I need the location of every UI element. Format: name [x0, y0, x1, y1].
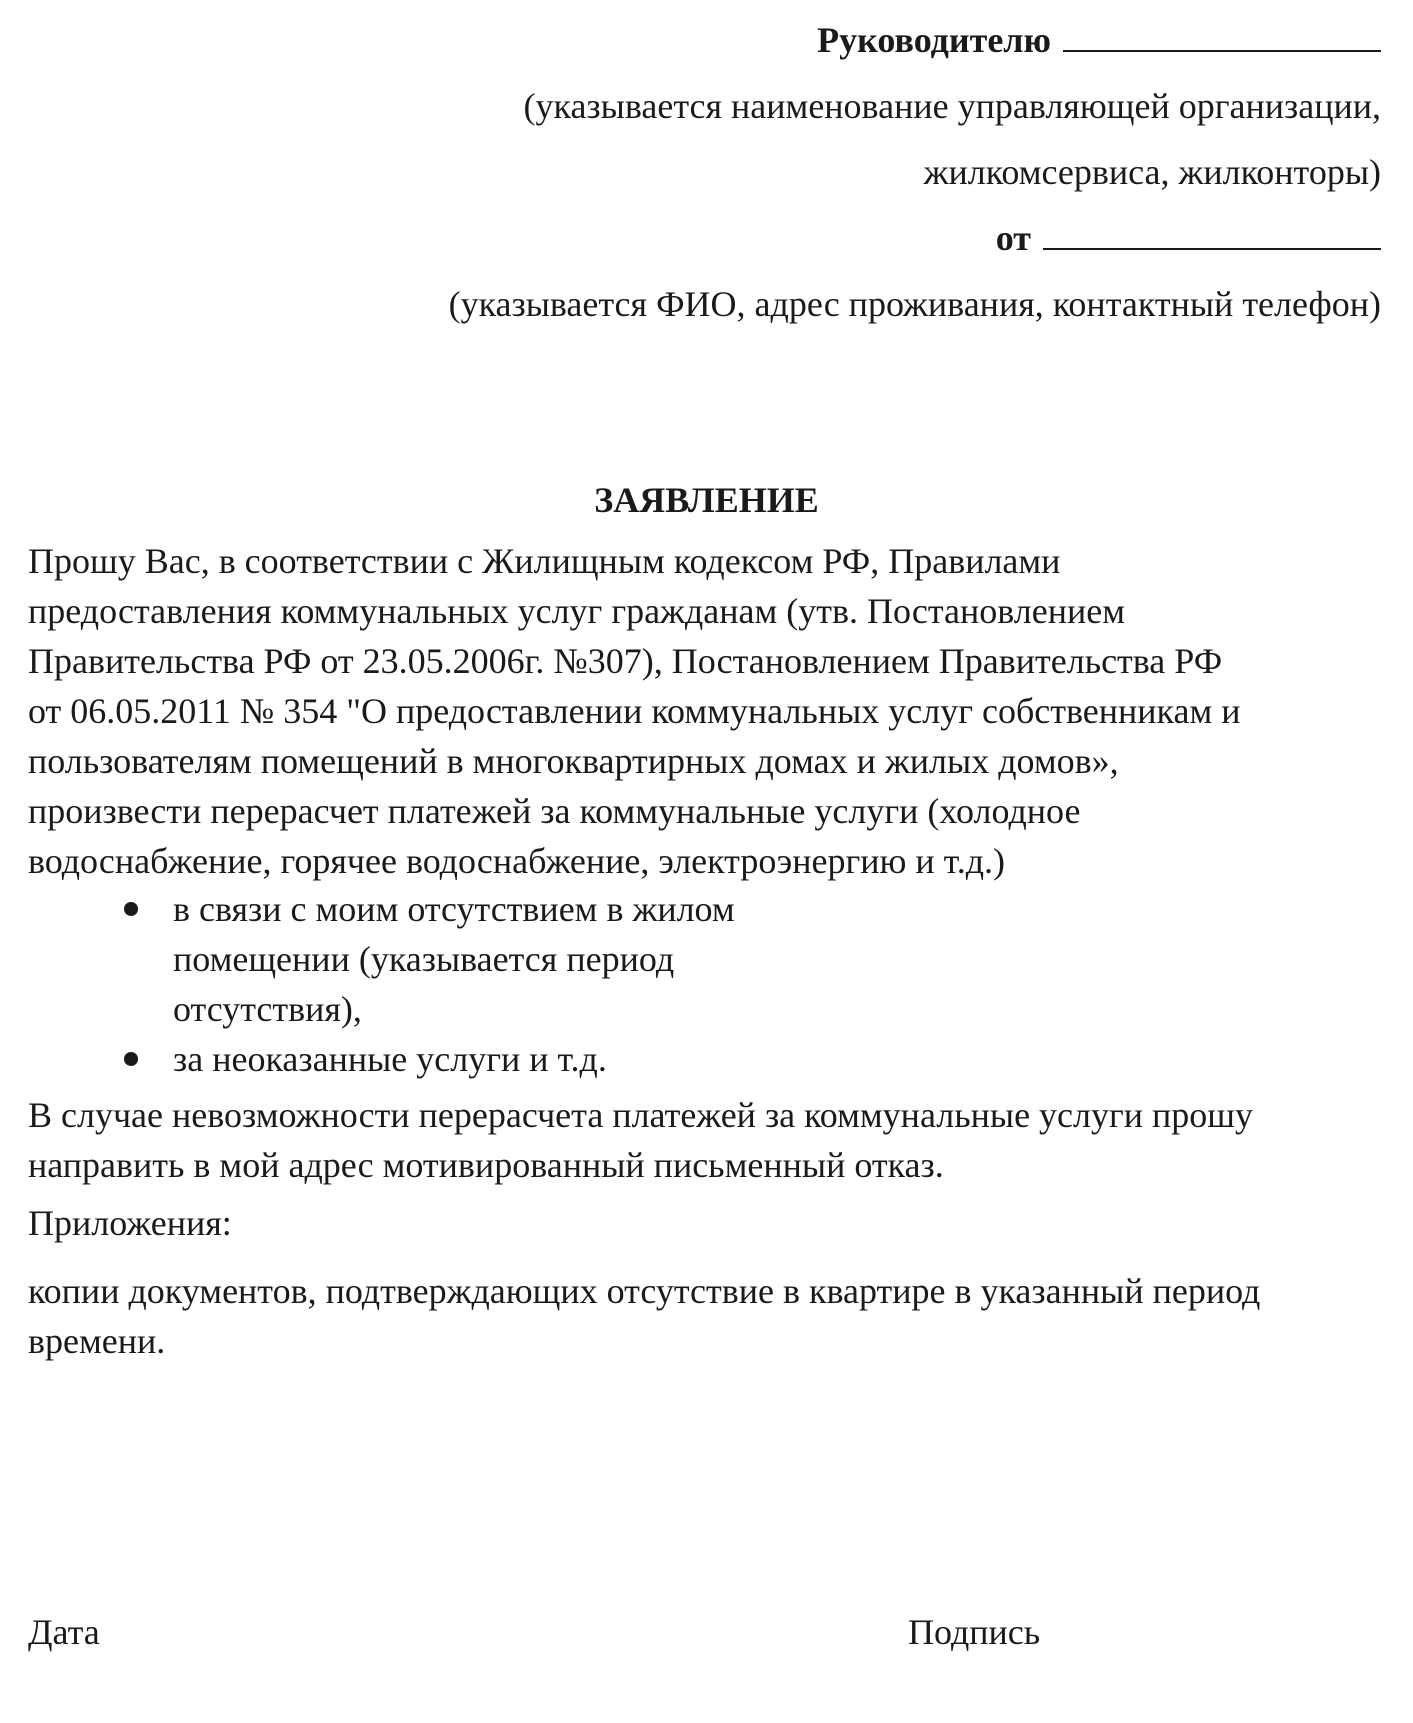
request-paragraph-line: предоставления коммунальных услуг гражданам (утв. Постановлением	[28, 591, 1126, 631]
bullet-dot-icon	[124, 1052, 138, 1066]
attachments-label: Приложения:	[28, 1203, 232, 1243]
reason-item-line: отсутствия),	[173, 989, 362, 1029]
request-paragraph-line: Прошу Вас, в соответствии с Жилищным кодексом РФ, Правилами	[28, 541, 1061, 581]
attachments-text	[28, 1266, 1260, 1366]
reason-item-line: за неоказанные услуги и т.д.	[173, 1039, 607, 1079]
addressee-hint-line2: жилкомсервиса, жилконторы)	[923, 152, 1381, 192]
request-paragraph-line: пользователям помещений в многоквартирных домах и жилых домов»,	[28, 741, 1119, 781]
date-label: Дата	[28, 1612, 100, 1652]
request-paragraph-line: от 06.05.2011 № 354 "О предоставлении коммунальных услуг собственникам и	[28, 691, 1241, 731]
reason-item	[173, 1034, 607, 1084]
refusal-paragraph-line: В случае невозможности перерасчета платежей за коммунальные услуги прошу	[28, 1095, 1254, 1135]
request-paragraph	[28, 536, 1241, 886]
refusal-paragraph	[28, 1090, 1253, 1190]
attachments-text-line: времени.	[28, 1321, 166, 1361]
addressee-hint-line1: (указывается наименование управляющей организации,	[523, 86, 1381, 126]
from-line	[996, 216, 1381, 260]
addressee-line	[817, 18, 1381, 62]
bullet-dot-icon	[124, 902, 138, 916]
reason-item	[173, 884, 735, 1034]
from-label: от	[995, 218, 1031, 258]
request-paragraph-line: произвести перерасчет платежей за коммунальные услуги (холодное	[28, 791, 1081, 831]
reason-item-line: в связи с моим отсутствием в жилом	[173, 889, 735, 929]
addressee-blank	[1063, 20, 1381, 52]
request-paragraph-line: водоснабжение, горячее водоснабжение, электроэнергию и т.д.)	[28, 841, 1005, 881]
reason-item-line: помещении (указывается период	[173, 939, 675, 979]
from-blank	[1043, 218, 1381, 250]
attachments-text-line: копии документов, подтверждающих отсутствие в квартире в указанный период	[28, 1271, 1261, 1311]
from-hint: (указывается ФИО, адрес проживания, контактный телефон)	[448, 284, 1381, 324]
signature-label: Подпись	[908, 1612, 1041, 1652]
addressee-label: Руководителю	[817, 20, 1051, 60]
request-paragraph-line: Правительства РФ от 23.05.2006г. №307), Постановлением Правительства РФ	[28, 641, 1223, 681]
refusal-paragraph-line: направить в мой адрес мотивированный письменный отказ.	[28, 1145, 944, 1185]
document-title: ЗАЯВЛЕНИЕ	[594, 480, 819, 520]
